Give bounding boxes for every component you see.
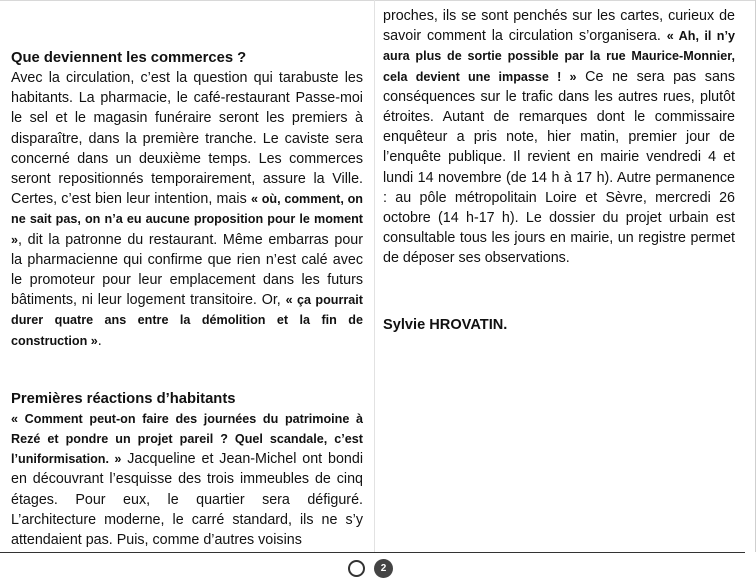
body-text: Jacqueline et Jean-Michel ont bondi en découvrant l’esquisse des trois immeubles de cinq étages. Pour eux, le quartier sera défiguré. L’architecture moderne, le carré standard, ils ne s’y attendaient pas. Puis, comme d’autres voisins	[11, 451, 363, 549]
right-column	[383, 0, 735, 335]
section-heading-reactions: Premières réactions d’habitants	[11, 390, 236, 407]
paragraph-commerces	[11, 68, 363, 351]
body-text: proches, ils se sont penchés sur les cartes, curieux de savoir comment la circulation s’organisera.	[383, 8, 735, 45]
body-text: Avec la circulation, c’est la question qui tarabuste les habitants. La pharmacie, le café-restaurant Passe-moi le sel et le magasin funéraire seront les premiers à disparaître, dans la première tranche. Le caviste sera concerné dans un deuxième temps. Les commerces seront repositionnés temporairement, assure la Ville. Certes, c’est bien leur intention, mais	[11, 70, 363, 208]
quote: « où, comment, on ne sait pas, on n’a eu aucune proposition pour le moment »	[11, 192, 363, 247]
paragraph-circulation	[383, 6, 735, 269]
column-divider	[374, 0, 375, 552]
left-column	[11, 0, 363, 550]
footer-rule	[0, 552, 745, 553]
page-indicator-empty-icon[interactable]	[348, 560, 365, 577]
quote: « Ah, il n’y aura plus de sortie possible par la rue Maurice-Monnier, cela devient une impasse ! »	[383, 29, 735, 84]
author-signature: Sylvie HROVATIN.	[383, 316, 508, 333]
paragraph-reactions	[11, 409, 363, 550]
body-text: Ce ne sera pas sans conséquences sur le trafic dans les autres rues, plutôt étroites. Autant de remarques dont le commissaire enquêteur a pris note, hier matin, premier jour de l’enquête publique. Il revient en mairie vendredi 4 et lundi 14 novembre (de 14 h à 17 h). Autre permanence : au pôle métropolitain Loire et Sèvre, mercredi 26 octobre (14 h-17 h). Le dossier du projet urbain est consultable tous les jours en mairie, un registre permet de déposer ses observations.	[383, 68, 735, 267]
quote: « Comment peut-on faire des journées du patrimoine à Rezé et pondre un projet pareil ? Quel scandale, c’est l’uniformisation. »	[11, 411, 363, 467]
quote: « ça pourrait durer quatre ans entre la démolition et la fin de construction »	[11, 293, 363, 348]
body-text: , dit la patronne du restaurant. Même embarras pour la pharmacienne qui confirme que rien n’est calé avec le promoteur pour leur emplacement dans les futurs bâtiments, ni leur logement transitoire. Or,	[11, 231, 363, 309]
section-heading-commerces: Que deviennent les commerces ?	[11, 50, 247, 66]
pagination	[348, 559, 393, 578]
page-number-badge[interactable]: 2	[374, 559, 393, 578]
body-text: .	[97, 332, 102, 349]
